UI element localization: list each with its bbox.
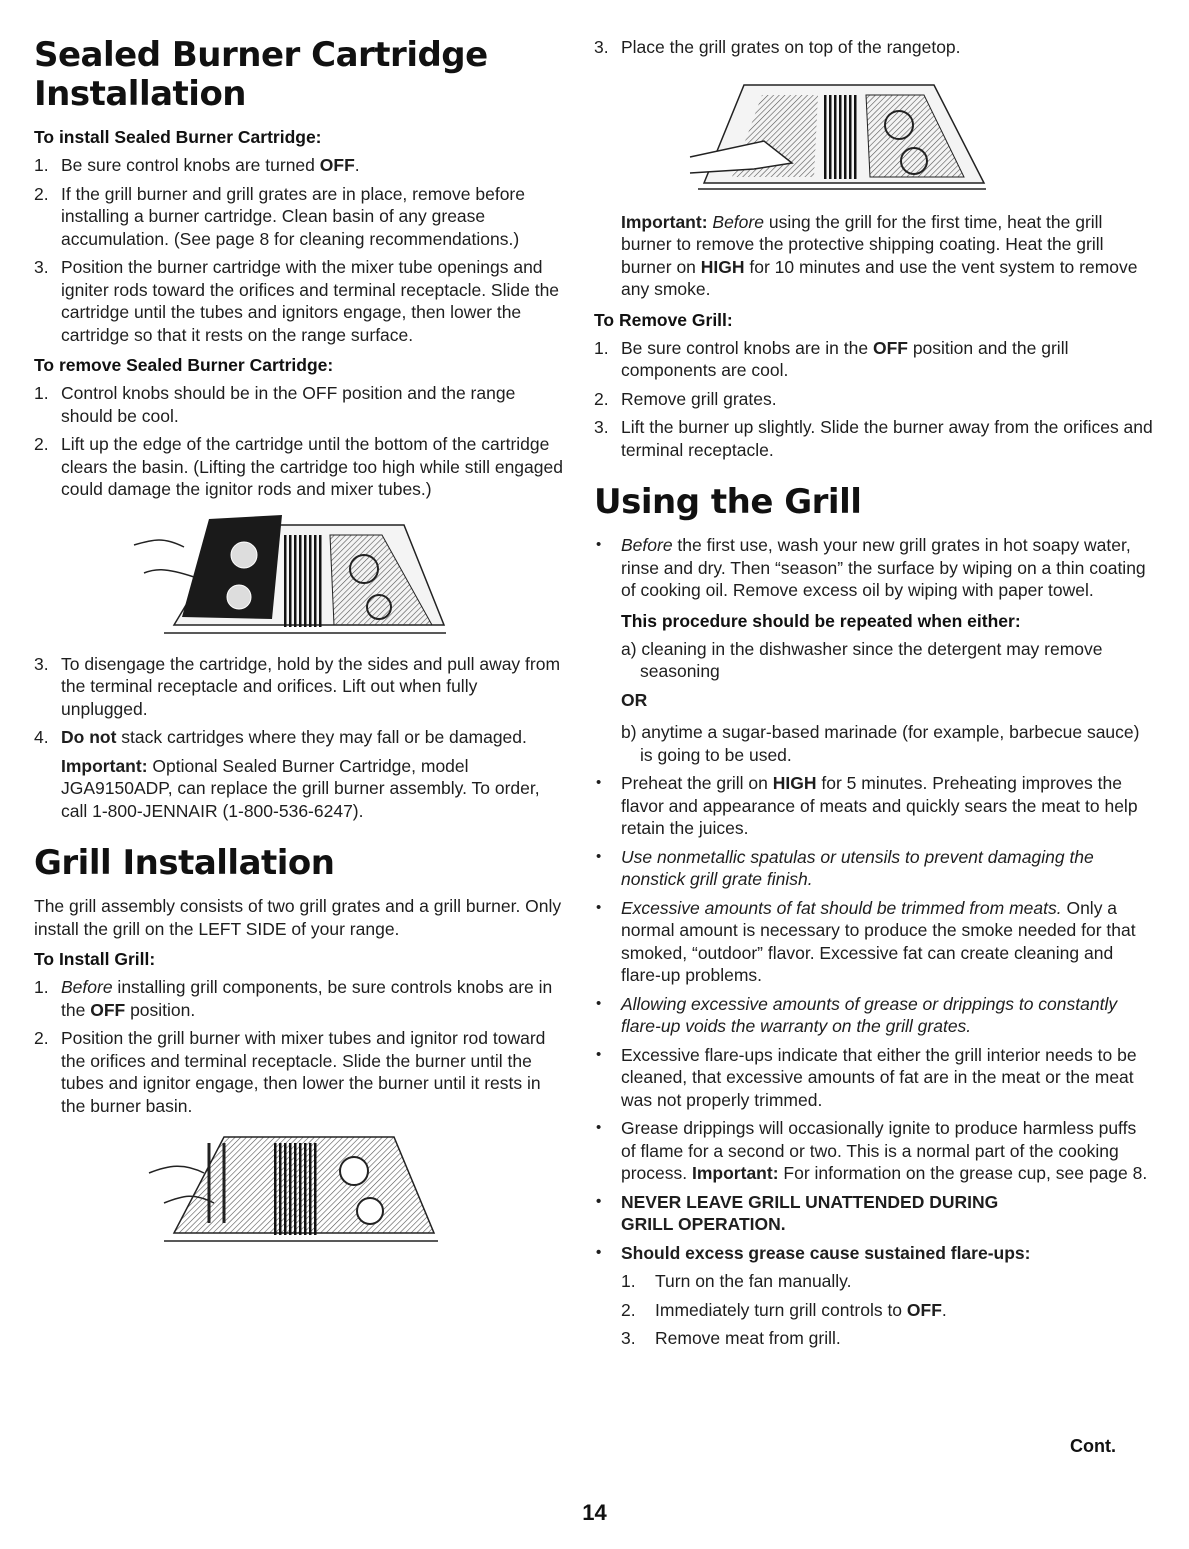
- bullet-item: • Excessive flare-ups indicate that either the grill interior needs to be cleaned, that excessive amounts of fat are in the meat or the meat was not properly trimmed.: [596, 1044, 1137, 1110]
- remove-cartridge-heading: To remove Sealed Burner Cartridge:: [34, 355, 334, 375]
- cartridge-removal-illustration: [34, 507, 564, 647]
- grill-intro: The grill assembly consists of two grill grates and a grill burner. Only install the grill on the LEFT SIDE of your range.: [34, 896, 562, 939]
- list-item: 1. Turn on the fan manually.: [621, 1271, 852, 1291]
- grill-burner-installation-illustration: [34, 1123, 564, 1253]
- list-item: 2. If the grill burner and grill grates are in place, remove before installing a burner cartridge. Clean basin of any grease accumulation. (See page 8 for cleaning recommendations.): [34, 183, 525, 249]
- list-item: 4. Do not stack cartridges where they may fall or be damaged.: [34, 727, 527, 747]
- flare-up-steps: [594, 1270, 1154, 1350]
- warning-bullet: • NEVER LEAVE GRILL UNATTENDED DURING GRILL OPERATION.: [596, 1191, 999, 1234]
- continued-label: Cont.: [1070, 1436, 1116, 1456]
- left-column: [34, 36, 564, 1259]
- or-label: OR: [621, 689, 648, 710]
- list-item: 3. To disengage the cartridge, hold by the sides and pull away from the terminal receptacle and orifices. Lift out when fully unplugged.: [34, 653, 561, 719]
- important-note: Important: Optional Sealed Burner Cartridge, model JGA9150ADP, can replace the grill burner assembly. To order, call 1-800-JENNAIR (1-800-536-6247).: [61, 755, 540, 821]
- page-number: 14: [582, 1500, 607, 1525]
- list-item: 3. Position the burner cartridge with the mixer tube openings and igniter rods toward the orifices and terminal receptacle. Slide the cartridge until the tubes and ignitors engage, then lower the cartridge so that it rests on the range surface.: [34, 257, 560, 345]
- right-column: [594, 36, 1154, 1356]
- list-item: 1. Be sure control knobs are turned OFF.: [34, 155, 360, 175]
- section-title-using-grill: Using the Grill: [594, 482, 862, 522]
- list-item: 3. Remove meat from grill.: [621, 1328, 841, 1348]
- list-item: 1. Control knobs should be in the OFF position and the range should be cool.: [34, 383, 516, 426]
- grill-grates-illustration: [594, 65, 1154, 205]
- repeat-heading: This procedure should be repeated when either:: [621, 610, 1021, 631]
- bullet-item: • Excessive amounts of fat should be trimmed from meats. Only a normal amount is necessary to produce the smoke needed for that smoked, “outdoor” flavor. Excessive fat can create cleaning and flare-up problems.: [596, 897, 1136, 985]
- sub-item-b: b) anytime a sugar-based marinade (for example, barbecue sauce) is going to be used.: [621, 722, 1140, 765]
- bullet-item: • Preheat the grill on HIGH for 5 minutes. Preheating improves the flavor and appearance of meats and quickly sears the meat to help retain the juices.: [596, 773, 1138, 838]
- install-grill-heading: To Install Grill:: [34, 949, 156, 969]
- list-item: 1. Be sure control knobs are in the OFF position and the grill components are cool.: [594, 337, 1069, 380]
- list-item: 2. Position the grill burner with mixer tubes and ignitor rod toward the orifices and terminal receptacle. Slide the burner until the tubes and ignitor engage, then lower the burner until it rests in the burner basin.: [34, 1028, 546, 1116]
- sub-item-a: a) cleaning in the dishwasher since the detergent may remove seasoning: [621, 638, 1103, 681]
- section-title-grill-installation: Grill Installation: [34, 843, 335, 883]
- important-note: Important: Before using the grill for the first time, heat the grill burner to remove the protective shipping coating. Heat the grill burner on HIGH for 10 minutes and use the vent system to remove any smoke.: [621, 211, 1138, 299]
- list-item: 2. Immediately turn grill controls to OFF.: [621, 1299, 947, 1320]
- list-item: 3. Place the grill grates on top of the rangetop.: [594, 37, 961, 57]
- bullet-item: • Grease drippings will occasionally ignite to produce harmless puffs of flame for a second or two. This is a normal part of the cooking process. Important: For information on the grease cup, see page 8.: [596, 1118, 1148, 1183]
- list-item: 3. Lift the burner up slightly. Slide the burner away from the orifices and terminal receptacle.: [594, 417, 1153, 460]
- bullet-item: • Before the first use, wash your new grill grates in hot soapy water, rinse and dry. Then “season” the surface by wiping on a thin coating of cooking oil. Remove excess oil by wiping with paper towel.: [596, 535, 1146, 600]
- remove-grill-heading: To Remove Grill:: [594, 309, 733, 330]
- bullet-item: • Allowing excessive amounts of grease or drippings to constantly flare-up voids the warranty on the grill grates.: [596, 993, 1118, 1036]
- list-item: 2. Lift up the edge of the cartridge until the bottom of the cartridge clears the basin. (Lifting the cartridge too high while still engaged could damage the ignitor rods and mixer tubes.): [34, 434, 563, 499]
- bullet-item: • Should excess grease cause sustained flare-ups:: [596, 1242, 1031, 1263]
- list-item: 1. Before installing grill components, be sure controls knobs are in the OFF position.: [34, 977, 553, 1020]
- list-item: 2. Remove grill grates.: [594, 388, 777, 409]
- section-title-sealed-burner: Sealed Burner Cartridge Installation: [34, 35, 488, 114]
- bullet-item: • Use nonmetallic spatulas or utensils to prevent damaging the nonstick grill grate finish.: [596, 846, 1094, 889]
- install-cartridge-heading: To install Sealed Burner Cartridge:: [34, 127, 322, 147]
